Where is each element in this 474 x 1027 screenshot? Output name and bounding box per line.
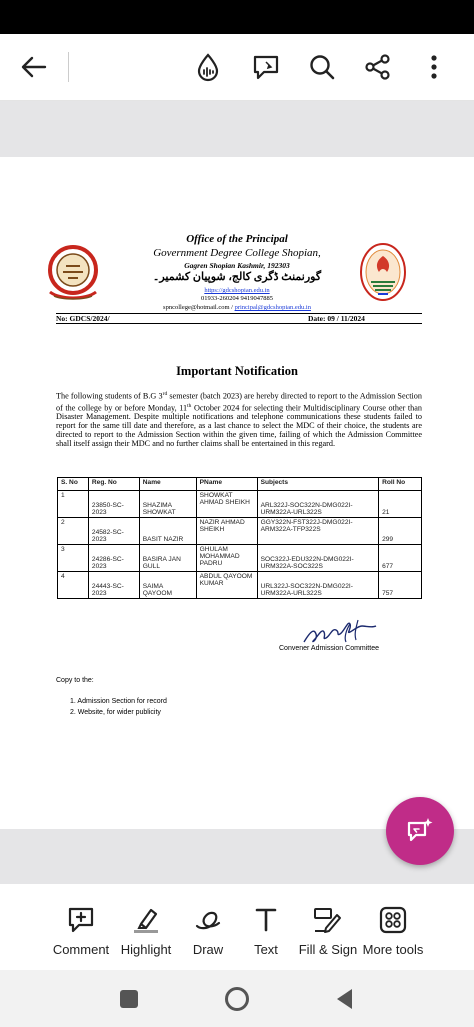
letter-date: Date: 09 / 11/2024	[308, 314, 365, 323]
cell-sno: 2	[58, 518, 89, 545]
cell-pname: GHULAM MOHAMMAD PADRU	[196, 545, 257, 572]
comment-add-icon	[67, 906, 95, 934]
cell-reg-no: 24582-SC-2023	[88, 518, 139, 545]
cell-sno: 1	[58, 491, 89, 518]
bottom-toolbar	[0, 884, 474, 970]
email-link[interactable]: principal@gdcshopian.edu.in	[234, 304, 311, 311]
draw-icon	[193, 908, 223, 932]
cell-sno: 3	[58, 545, 89, 572]
top-toolbar	[0, 34, 474, 101]
cell-pname: ABDUL QAYOOM KUMAR	[196, 572, 257, 599]
back-arrow-icon[interactable]	[14, 47, 54, 87]
cell-reg-no: 24443-SC-2023	[88, 572, 139, 599]
highlight-icon	[131, 906, 161, 934]
cell-pname: NAZIR AHMAD SHEIKH	[196, 518, 257, 545]
system-nav-bar	[0, 970, 474, 1027]
more-tools-label: More tools	[362, 942, 424, 957]
col-name: Name	[139, 478, 196, 491]
cell-name: BASIRA JAN GULL	[139, 545, 196, 572]
cell-roll-no: 757	[379, 572, 422, 599]
page-gap	[0, 101, 474, 157]
col-sno: S. No	[58, 478, 89, 491]
cell-name: BASIT NAZIR	[139, 518, 196, 545]
draw-tool-label: Draw	[192, 942, 224, 957]
fill-sign-tool[interactable]	[293, 904, 363, 957]
website-link[interactable]: https://gdcshopian.edu.in	[204, 287, 270, 294]
divider	[56, 323, 422, 324]
college-name-urdu: گورنمنٹ ڈگری کالج، شوپیان کشمیر۔	[152, 271, 322, 283]
cell-name: SHAZIMA SHOWKAT	[139, 491, 196, 518]
email-line	[0, 304, 474, 311]
highlight-tool[interactable]	[111, 904, 181, 957]
more-tools[interactable]	[358, 904, 428, 957]
comment-tool-label: Comment	[52, 942, 110, 957]
comment-tool[interactable]	[46, 904, 116, 957]
notice-body: The following students of B.G 3rd semester (batch 2023) are hereby directed to report to the Admission Section of the college by or before Monday, 11th October 2024 for selecting their Multidisciplinary Course other than Disaster Management. Despite multiple notifications and telephone communications these students failed to report for the same till date and therefore, as a last chance to select the MDC of their choice, the students are directed to report to the Admission Section within the given time, failing of which the Admission Committee shall itself assign their MDC and no further claims shall be entertained in this regard.	[56, 391, 422, 448]
copy-to-label: Copy to the:	[56, 677, 94, 684]
cell-roll-no: 299	[379, 518, 422, 545]
read-aloud-icon[interactable]	[188, 47, 228, 87]
cell-pname: SHOWKAT AHMAD SHEIKH	[196, 491, 257, 518]
email-plain: spncollege@hotmail.com /	[163, 304, 235, 311]
recents-icon[interactable]	[120, 990, 138, 1008]
fill-sign-icon	[312, 906, 344, 934]
table-header-row	[58, 478, 422, 491]
table-row	[58, 491, 422, 518]
home-icon[interactable]	[225, 987, 249, 1011]
copy-to-item: 1. Admission Section for record	[70, 698, 167, 705]
office-heading: Office of the Principal	[186, 233, 288, 245]
divider	[56, 313, 422, 314]
toolbar-divider	[68, 52, 69, 82]
ai-assistant-button[interactable]	[386, 797, 454, 865]
college-name: Government Degree College Shopian,	[153, 247, 321, 259]
fill-sign-tool-label: Fill & Sign	[298, 942, 358, 957]
col-roll-no: Roll No	[379, 478, 422, 491]
comments-icon[interactable]	[246, 47, 286, 87]
cell-roll-no: 677	[379, 545, 422, 572]
cell-subjects: ARL322J-SOC322N-DMG022I-URM322A-URL322S	[257, 491, 379, 518]
reference-number: No: GDCS/2024/	[56, 314, 110, 323]
signatory-title: Convener Admission Committee	[279, 645, 379, 652]
college-location: Gagren Shopian Kashmir, 192303	[184, 261, 290, 270]
cell-sno: 4	[58, 572, 89, 599]
students-table	[57, 477, 422, 599]
col-pname: PName	[196, 478, 257, 491]
ai-chat-sparkle-icon	[405, 816, 435, 846]
cell-subjects: GGY322N-FST322J-DMG022I-ARM322A-TFP322S	[257, 518, 379, 545]
cell-subjects: URL322J-SOC322N-DMG022I-URM322A-URL322S	[257, 572, 379, 599]
cell-subjects: SOC322J-EDU322N-DMG022I-URM322A-SOC322S	[257, 545, 379, 572]
text-tool-label: Text	[254, 942, 278, 957]
cell-roll-no: 21	[379, 491, 422, 518]
col-reg-no: Reg. No	[88, 478, 139, 491]
share-icon[interactable]	[358, 47, 398, 87]
table-row	[58, 518, 422, 545]
copy-to-item: 2. Website, for wider publicity	[70, 709, 161, 716]
table-row	[58, 572, 422, 599]
cell-reg-no: 23850-SC-2023	[88, 491, 139, 518]
cell-reg-no: 24286-SC-2023	[88, 545, 139, 572]
more-vertical-icon[interactable]	[414, 47, 454, 87]
col-subjects: Subjects	[257, 478, 379, 491]
text-tool[interactable]	[231, 904, 301, 957]
phone-numbers: 01933-260204 9419047885	[200, 295, 274, 302]
status-bar	[0, 0, 474, 34]
cell-name: SAIMA QAYOOM	[139, 572, 196, 599]
back-nav-icon[interactable]	[335, 988, 353, 1015]
text-icon	[254, 907, 278, 933]
highlight-tool-label: Highlight	[120, 942, 172, 957]
more-tools-icon	[379, 906, 407, 934]
table-row	[58, 545, 422, 572]
notice-title: Important Notification	[176, 364, 298, 378]
search-icon[interactable]	[302, 47, 342, 87]
